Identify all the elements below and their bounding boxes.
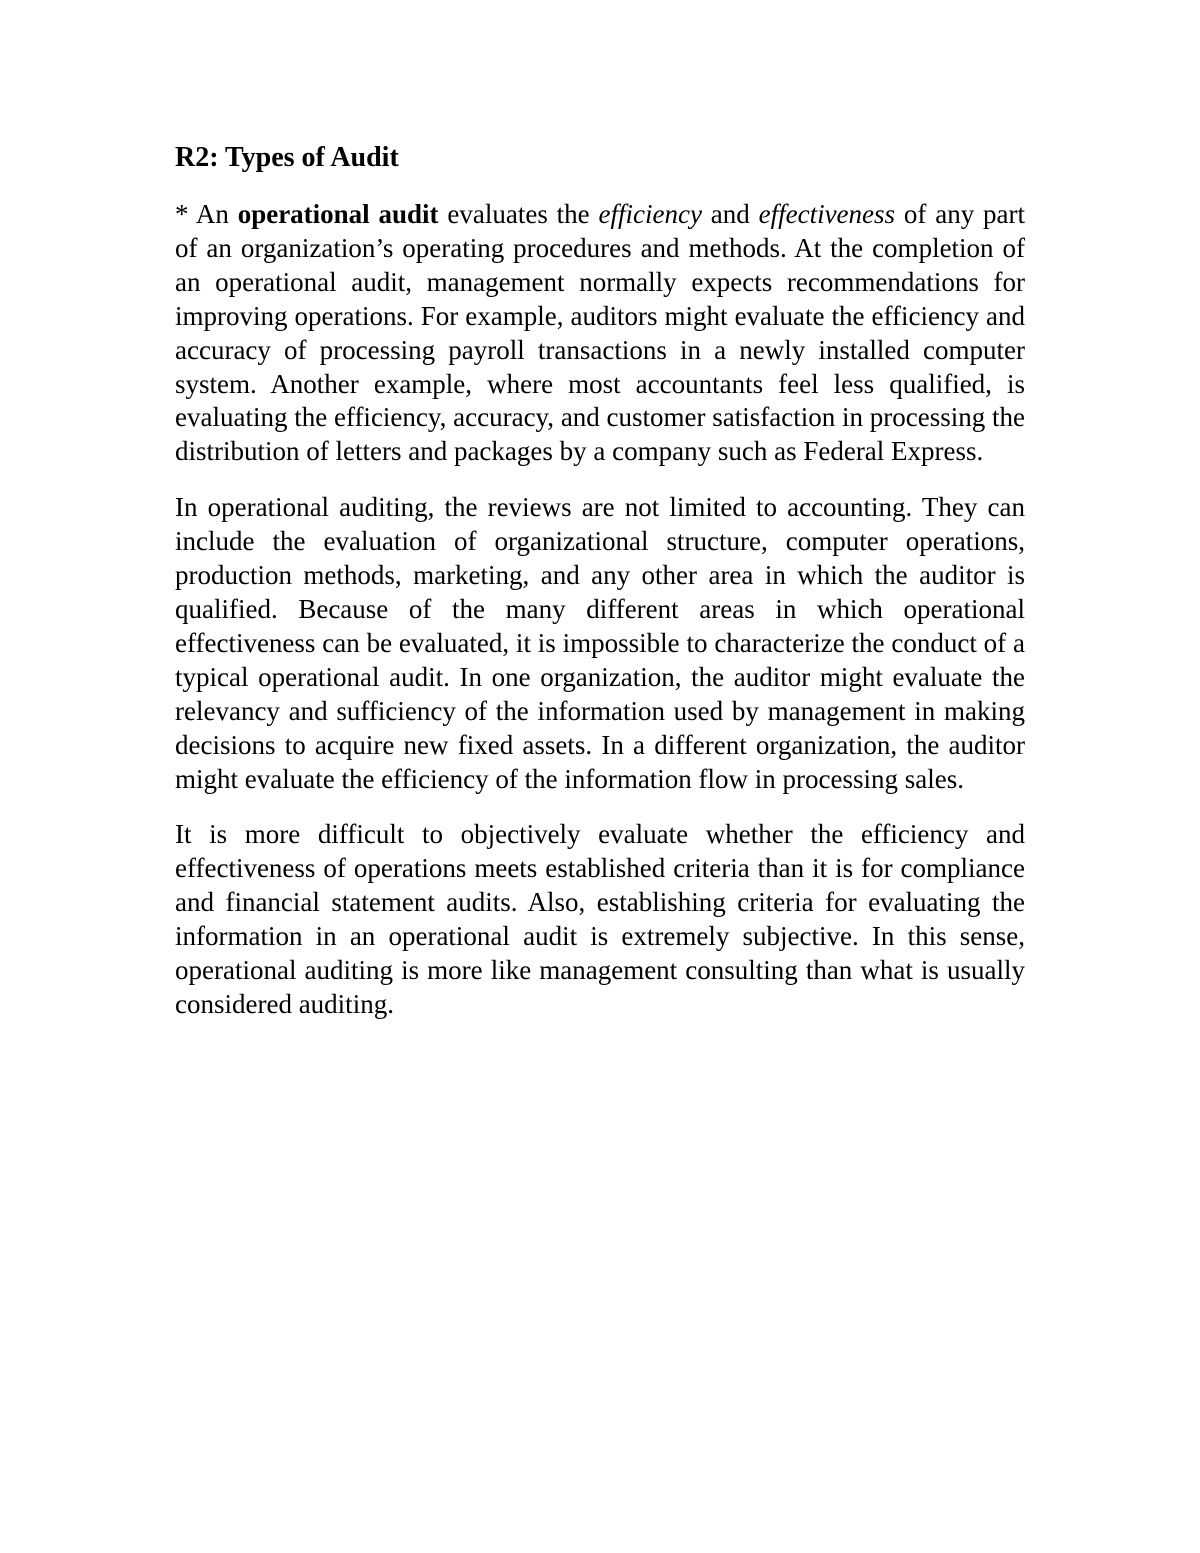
intro-rest: of any part of an organization’s operating procedures and methods. At the completion of an operational audit, management normally expects recommendations for improving operations. For example, auditors might evaluate the efficiency and accuracy of processing payroll transactions in a newly installed computer system. Another example, where most accountants feel less qualified, is evaluating the efficiency, accuracy, and customer satisfaction in processing the distribution of letters and packages by a company such as Federal Express. [175,199,1026,467]
emphasis-effectiveness: effectiveness [758,199,896,229]
intro-lead: * An [175,199,238,229]
intro-mid-1: evaluates the [438,199,599,229]
document-page [175,138,1025,1044]
paragraph-2: In operational auditing, the reviews are not limited to accounting. They can include the evaluation of organizational structure, computer operations, production methods, marketing, and any other area in which the auditor is qualified. Because of the many different areas in which operational effectiveness can be evaluated, it is impossible to characterize the conduct of a typical operational audit. In one organization, the auditor might evaluate the relevancy and sufficiency of the information used by management in making decisions to acquire new fixed assets. In a different organization, the auditor might evaluate the efficiency of the information flow in processing sales. [175,492,1025,794]
intro-mid-2: and [701,199,759,229]
document-title: R2: Types of Audit [175,142,399,173]
paragraph-3: It is more difficult to objectively evaluate whether the efficiency and effectiveness of operations meets established criteria than it is for compliance and financial statement audits. Also, establishing criteria for evaluating the information in an operational audit is extremely subjective. In this sense, operational auditing is more like management consulting than what is usually considered auditing. [175,819,1025,1019]
term-operational-audit: operational audit [237,199,439,229]
emphasis-efficiency: efficiency [598,199,702,229]
paragraph-intro [175,198,1025,469]
